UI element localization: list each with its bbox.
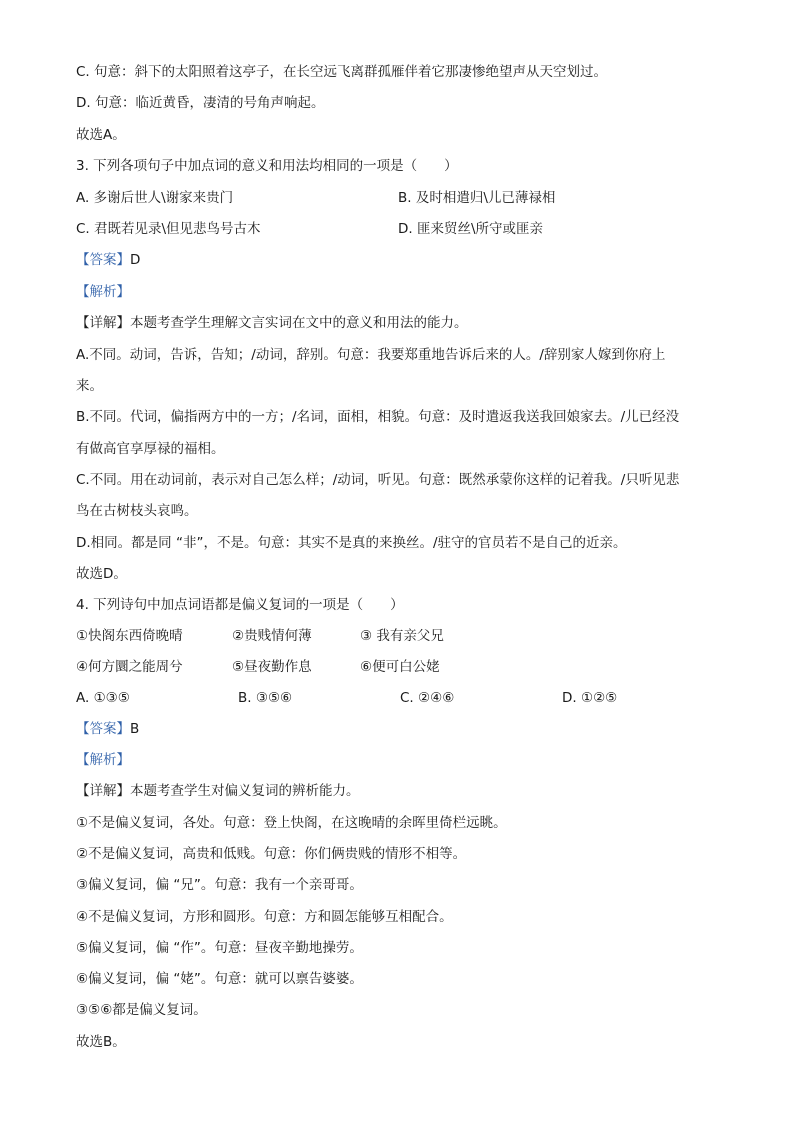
answer-tag: 【答案】 <box>76 252 130 268</box>
q3-analysis-tag: 【解析】 <box>76 284 130 300</box>
q4-item-1: ①快阁东西倚晚晴 <box>76 628 183 644</box>
text-line: ④不是偏义复词，方形和圆形。句意：方和圆怎能够互相配合。 <box>76 909 453 925</box>
q4-item-5: ⑤昼夜勤作息 <box>232 659 312 675</box>
text-line: C. 句意：斜下的太阳照着这亭子，在长空远飞离群孤雁伴着它那凄惨绝望声从天空划过。 <box>76 64 608 80</box>
answer-value: D <box>130 252 141 268</box>
detail-tag: 【详解】 <box>76 315 130 331</box>
text-line: 有做高官享厚禄的福相。 <box>76 441 225 457</box>
detail-text: 本题考查学生理解文言实词在文中的意义和用法的能力。 <box>130 315 468 331</box>
q4-item-4: ④何方圜之能周兮 <box>76 659 183 675</box>
text-line: 故选B。 <box>76 1034 126 1050</box>
detail-tag: 【详解】 <box>76 783 130 799</box>
question-3-stem: 3. 下列各项句子中加点词的意义和用法均相同的一项是（ ） <box>76 158 458 174</box>
question-4-stem: 4. 下列诗句中加点词语都是偏义复词的一项是（ ） <box>76 597 404 613</box>
q4-item-6: ⑥便可白公姥 <box>360 659 440 675</box>
answer-tag: 【答案】 <box>76 721 130 737</box>
text-line: 故选A。 <box>76 127 126 143</box>
text-line: 鸟在古树枝头哀鸣。 <box>76 503 198 519</box>
q4-option-c: C. ②④⑥ <box>400 690 455 706</box>
text-line: ③⑤⑥都是偏义复词。 <box>76 1002 207 1018</box>
text-line: ①不是偏义复词，各处。句意：登上快阁，在这晚晴的余晖里倚栏远眺。 <box>76 815 507 831</box>
text-line: B.不同。代词，偏指两方中的一方；/名词，面相，相貌。句意：及时遣返我送我回娘家去。/儿已经没 <box>76 409 680 425</box>
q3-option-c: C. 君既若见录\但见悲鸟号古木 <box>76 221 261 237</box>
q4-analysis-tag: 【解析】 <box>76 752 130 768</box>
text-line: 来。 <box>76 378 103 394</box>
q3-option-b: B. 及时相遣归\儿已薄禄相 <box>398 190 556 206</box>
answer-value: B <box>130 721 140 737</box>
q4-option-b: B. ③⑤⑥ <box>238 690 293 706</box>
text-line: C.不同。用在动词前，表示对自己怎么样；/动词，听见。句意：既然承蒙你这样的记着我。/只听见悲 <box>76 472 680 488</box>
text-line: ⑤偏义复词，偏 “作”。句意：昼夜辛勤地操劳。 <box>76 940 363 956</box>
text-line: D. 句意：临近黄昏，凄清的号角声响起。 <box>76 95 325 111</box>
q4-option-a: A. ①③⑤ <box>76 690 130 706</box>
text-line: D.相同。都是同 “非”，不是。句意：其实不是真的来换丝。/驻守的官员若不是自己的近亲。 <box>76 535 627 551</box>
text-line: ⑥偏义复词，偏 “姥”。句意：就可以禀告婆婆。 <box>76 971 363 987</box>
q4-option-d: D. ①②⑤ <box>562 690 618 706</box>
text-line: 故选D。 <box>76 566 127 582</box>
q3-detail-intro <box>76 314 468 332</box>
q3-option-a: A. 多谢后世人\谢家来贵门 <box>76 190 234 206</box>
q4-answer <box>76 720 139 738</box>
q3-answer <box>76 251 140 269</box>
q3-option-d: D. 匪来贸丝\所守或匪亲 <box>398 221 544 237</box>
detail-text: 本题考查学生对偏义复词的辨析能力。 <box>130 783 360 799</box>
q4-item-2: ②贵贱情何薄 <box>232 628 312 644</box>
q4-item-3: ③ 我有亲父兄 <box>360 628 444 644</box>
text-line: ②不是偏义复词，高贵和低贱。句意：你们俩贵贱的情形不相等。 <box>76 846 467 862</box>
text-line: A.不同。动词，告诉，告知；/动词，辞别。句意：我要郑重地告诉后来的人。/辞别家人嫁到你府上 <box>76 347 666 363</box>
q4-detail-intro <box>76 782 360 800</box>
text-line: ③偏义复词，偏 “兄”。句意：我有一个亲哥哥。 <box>76 877 363 893</box>
